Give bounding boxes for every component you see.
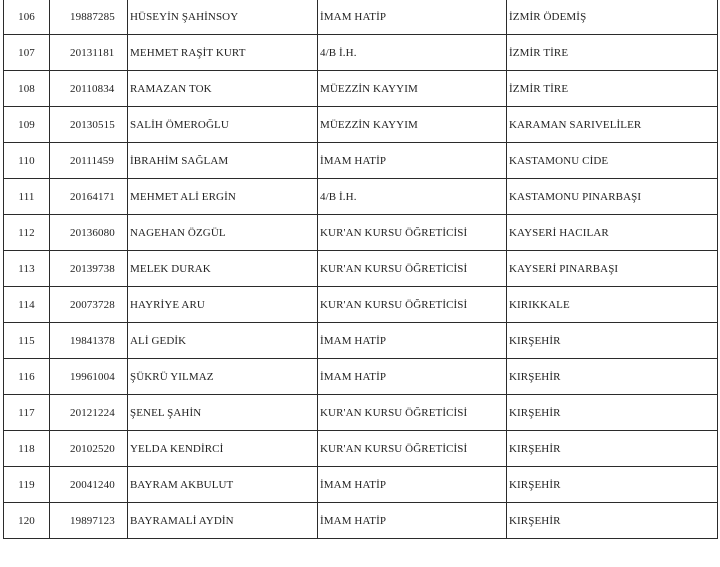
row-number-cell: 113 (4, 251, 50, 287)
job-title-cell: İMAM HATİP (318, 0, 507, 35)
table-body (4, 0, 718, 539)
registry-number-cell: 19841378 (50, 323, 128, 359)
registry-number-cell: 20121224 (50, 395, 128, 431)
row-number-cell: 116 (4, 359, 50, 395)
full-name-cell: MEHMET ALİ ERGİN (128, 179, 318, 215)
job-title-cell: KUR'AN KURSU ÖĞRETİCİSİ (318, 287, 507, 323)
location-cell: KIRŞEHİR (507, 467, 718, 503)
full-name-cell: RAMAZAN TOK (128, 71, 318, 107)
location-cell: KAYSERİ PINARBAŞI (507, 251, 718, 287)
full-name-cell: HAYRİYE ARU (128, 287, 318, 323)
job-title-cell: MÜEZZİN KAYYIM (318, 71, 507, 107)
location-cell: KARAMAN SARIVELİLER (507, 107, 718, 143)
location-cell: KIRŞEHİR (507, 503, 718, 539)
row-number-cell: 111 (4, 179, 50, 215)
location-cell: KASTAMONU PINARBAŞI (507, 179, 718, 215)
full-name-cell: ALİ GEDİK (128, 323, 318, 359)
registry-number-cell: 20073728 (50, 287, 128, 323)
row-number-cell: 112 (4, 215, 50, 251)
location-cell: KIRŞEHİR (507, 395, 718, 431)
full-name-cell: BAYRAMALİ AYDİN (128, 503, 318, 539)
table-row (4, 71, 718, 107)
full-name-cell: MELEK DURAK (128, 251, 318, 287)
registry-number-cell: 20164171 (50, 179, 128, 215)
row-number-cell: 114 (4, 287, 50, 323)
table-row (4, 107, 718, 143)
full-name-cell: ŞÜKRÜ YILMAZ (128, 359, 318, 395)
job-title-cell: 4/B İ.H. (318, 35, 507, 71)
registry-number-cell: 19961004 (50, 359, 128, 395)
job-title-cell: İMAM HATİP (318, 359, 507, 395)
location-cell: İZMİR ÖDEMİŞ (507, 0, 718, 35)
job-title-cell: 4/B İ.H. (318, 179, 507, 215)
table-row (4, 395, 718, 431)
job-title-cell: MÜEZZİN KAYYIM (318, 107, 507, 143)
location-cell: KIRŞEHİR (507, 359, 718, 395)
location-cell: KIRŞEHİR (507, 431, 718, 467)
job-title-cell: KUR'AN KURSU ÖĞRETİCİSİ (318, 251, 507, 287)
row-number-cell: 106 (4, 0, 50, 35)
job-title-cell: İMAM HATİP (318, 467, 507, 503)
location-cell: KIRIKKALE (507, 287, 718, 323)
location-cell: KASTAMONU CİDE (507, 143, 718, 179)
full-name-cell: İBRAHİM SAĞLAM (128, 143, 318, 179)
full-name-cell: MEHMET RAŞİT KURT (128, 35, 318, 71)
registry-number-cell: 20130515 (50, 107, 128, 143)
job-title-cell: İMAM HATİP (318, 503, 507, 539)
table-row (4, 35, 718, 71)
full-name-cell: NAGEHAN ÖZGÜL (128, 215, 318, 251)
registry-number-cell: 20131181 (50, 35, 128, 71)
registry-number-cell: 20136080 (50, 215, 128, 251)
row-number-cell: 115 (4, 323, 50, 359)
table-row (4, 287, 718, 323)
location-cell: KIRŞEHİR (507, 323, 718, 359)
full-name-cell: YELDA KENDİRCİ (128, 431, 318, 467)
registry-number-cell: 20102520 (50, 431, 128, 467)
full-name-cell: HÜSEYİN ŞAHİNSOY (128, 0, 318, 35)
table-row (4, 323, 718, 359)
registry-number-cell: 19887285 (50, 0, 128, 35)
table-row (4, 251, 718, 287)
table-row (4, 503, 718, 539)
personnel-list-table (3, 0, 718, 539)
registry-number-cell: 20110834 (50, 71, 128, 107)
table-row (4, 359, 718, 395)
table-row (4, 431, 718, 467)
full-name-cell: ŞENEL ŞAHİN (128, 395, 318, 431)
job-title-cell: KUR'AN KURSU ÖĞRETİCİSİ (318, 431, 507, 467)
table-row (4, 0, 718, 35)
location-cell: KAYSERİ HACILAR (507, 215, 718, 251)
table-row (4, 215, 718, 251)
row-number-cell: 109 (4, 107, 50, 143)
job-title-cell: İMAM HATİP (318, 323, 507, 359)
full-name-cell: BAYRAM AKBULUT (128, 467, 318, 503)
row-number-cell: 108 (4, 71, 50, 107)
table-row (4, 143, 718, 179)
table-row (4, 179, 718, 215)
row-number-cell: 120 (4, 503, 50, 539)
row-number-cell: 119 (4, 467, 50, 503)
registry-number-cell: 20041240 (50, 467, 128, 503)
registry-number-cell: 19897123 (50, 503, 128, 539)
location-cell: İZMİR TİRE (507, 35, 718, 71)
table-row (4, 467, 718, 503)
job-title-cell: KUR'AN KURSU ÖĞRETİCİSİ (318, 215, 507, 251)
row-number-cell: 110 (4, 143, 50, 179)
location-cell: İZMİR TİRE (507, 71, 718, 107)
row-number-cell: 117 (4, 395, 50, 431)
job-title-cell: İMAM HATİP (318, 143, 507, 179)
registry-number-cell: 20111459 (50, 143, 128, 179)
registry-number-cell: 20139738 (50, 251, 128, 287)
row-number-cell: 107 (4, 35, 50, 71)
row-number-cell: 118 (4, 431, 50, 467)
job-title-cell: KUR'AN KURSU ÖĞRETİCİSİ (318, 395, 507, 431)
full-name-cell: SALİH ÖMEROĞLU (128, 107, 318, 143)
